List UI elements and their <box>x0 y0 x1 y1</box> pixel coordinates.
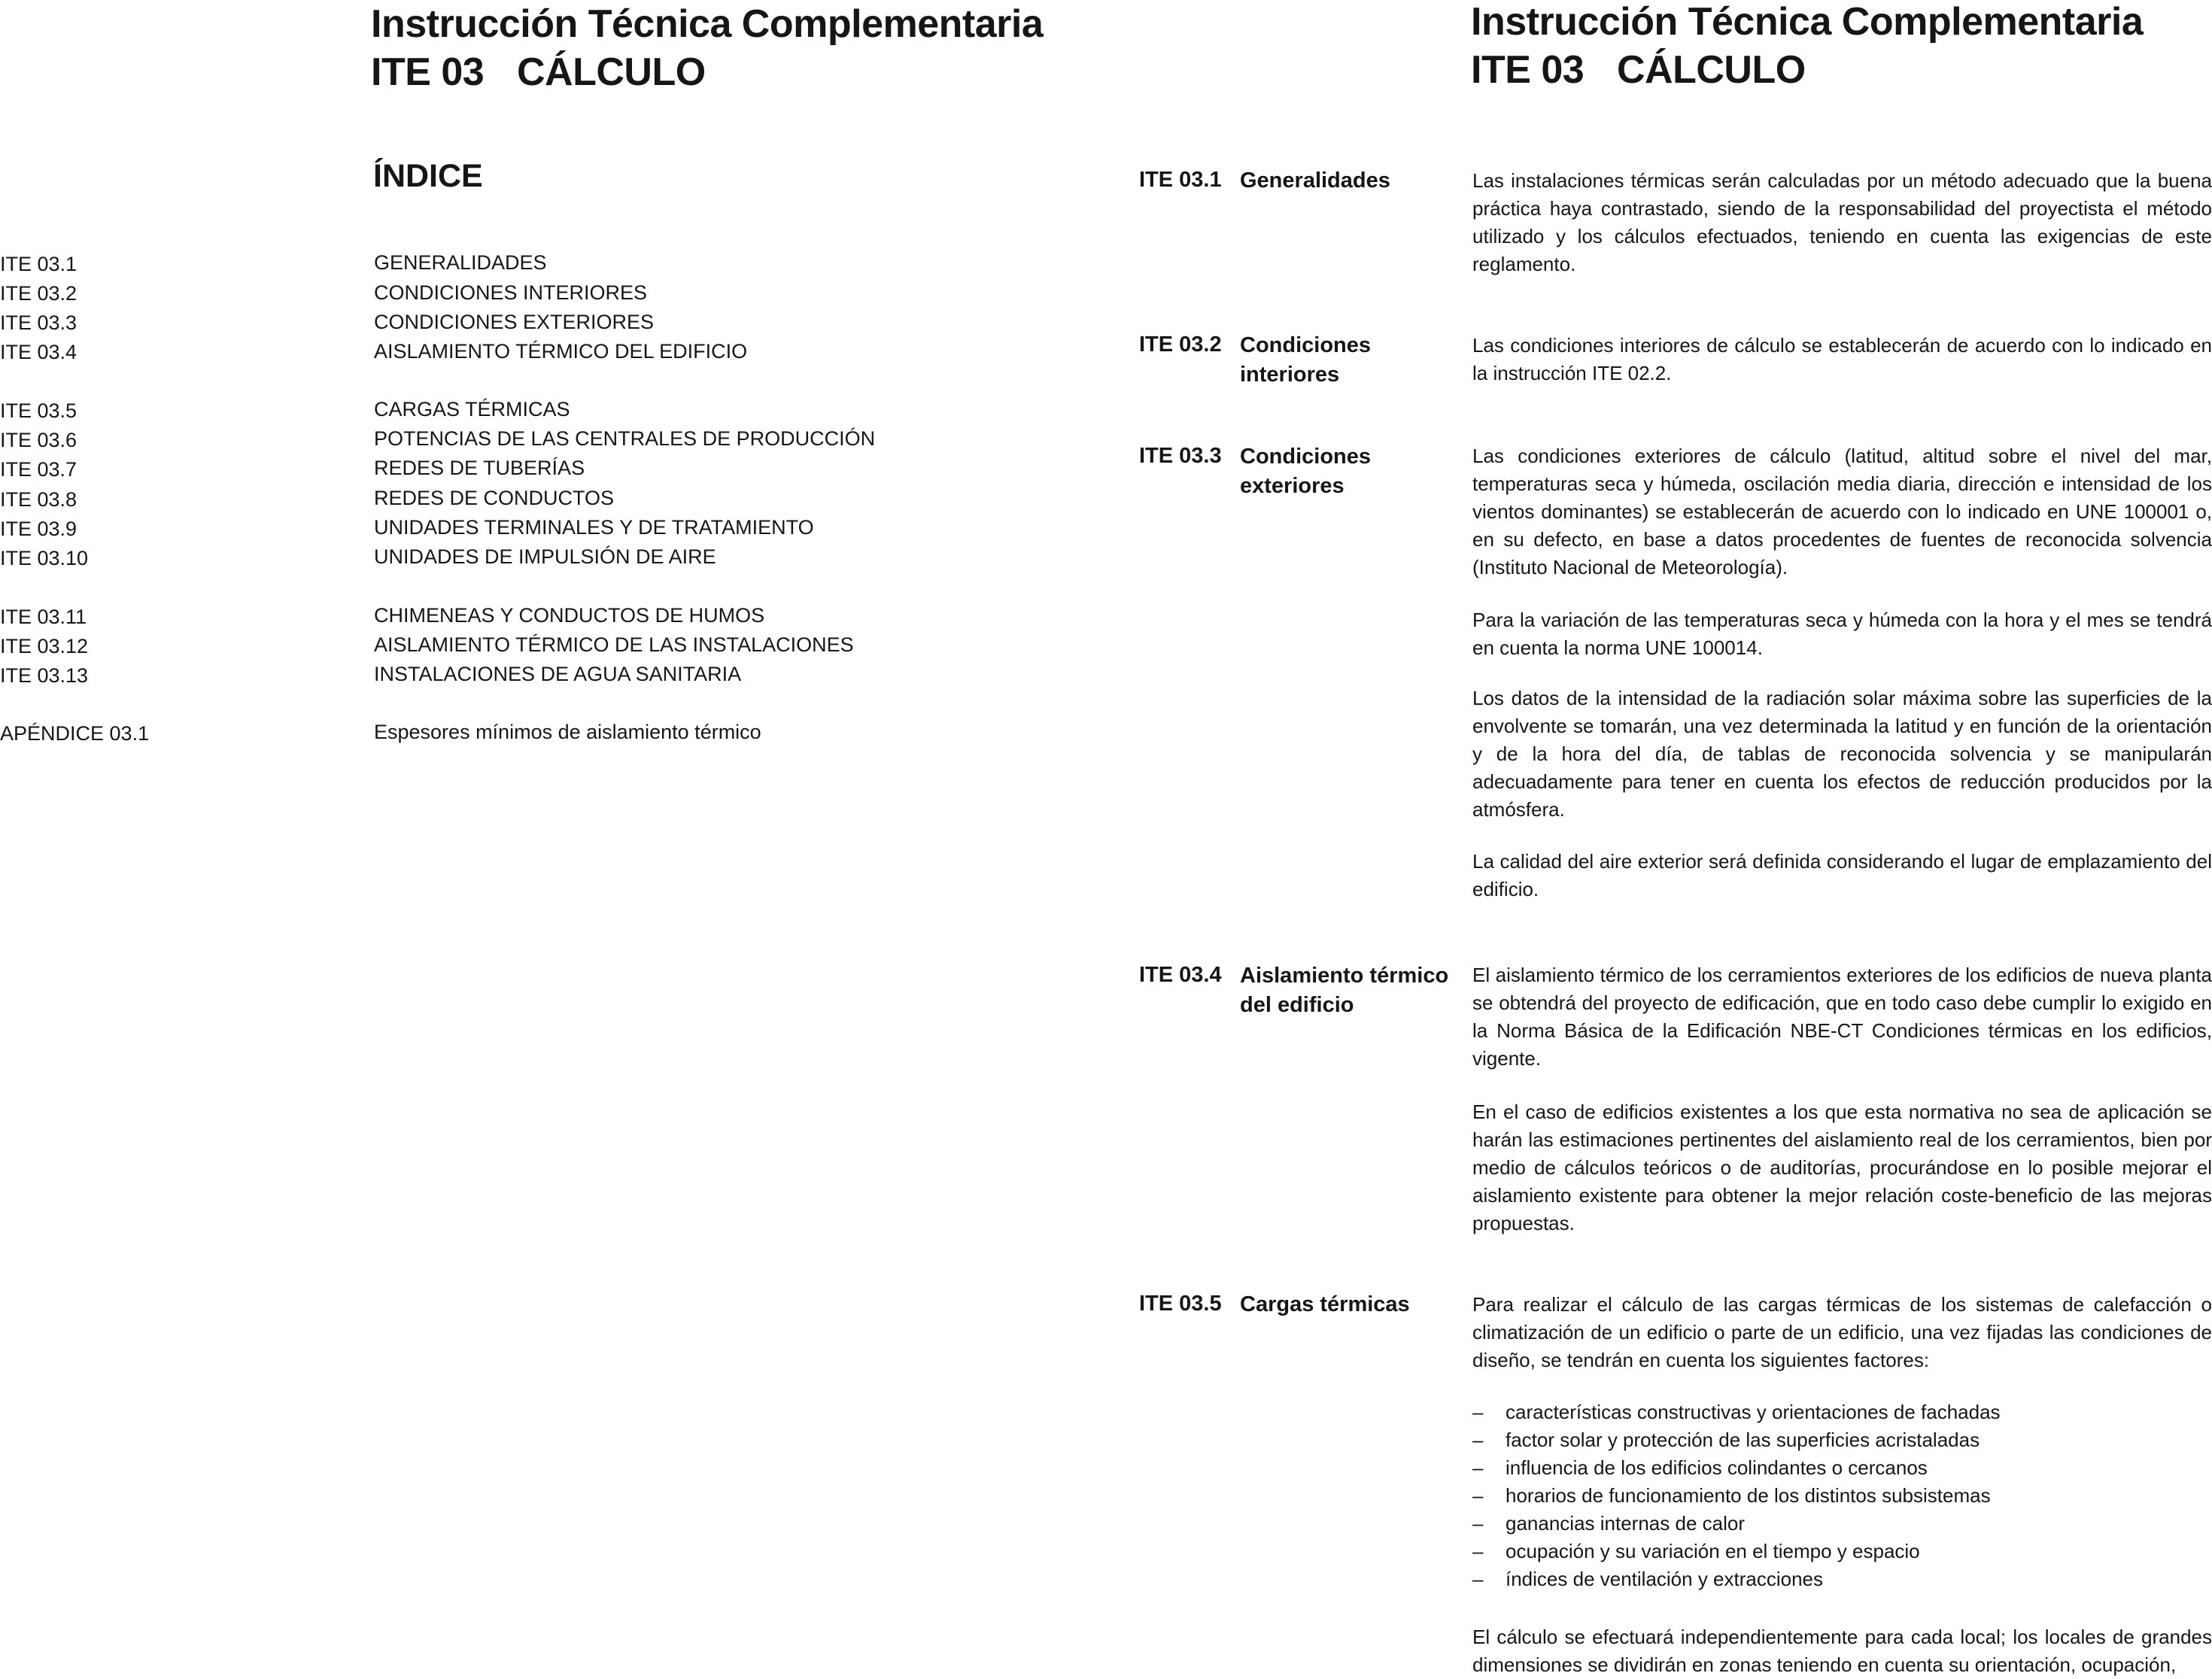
section-paragraph: Las condiciones exteriores de cálculo (latitud, altitud sobre el nivel del mar, temperaturas seca y húmeda, oscilación media diaria, dirección e intensidad de los vientos dominantes) se establecerán de acuerdo con lo indicado en UNE 100001 o, en su defecto, en base a datos procedentes de fuentes de reconocida solvencia (Instituto Nacional de Meteorología). <box>1472 445 2212 578</box>
index-title: GENERALIDADES <box>374 251 547 274</box>
list-item: – índices de ventilación y extracciones <box>1472 1565 2212 1593</box>
section-code: ITE 03.3 <box>1139 444 1222 468</box>
index-code: ITE 03.6 <box>0 429 77 451</box>
section-paragraph: La calidad del aire exterior será definida considerando el lugar de emplazamiento del edificio. <box>1472 850 2212 900</box>
index-code: ITE 03.12 <box>0 635 89 657</box>
index-code: ITE 03.10 <box>0 547 89 569</box>
index-code: ITE 03.8 <box>0 488 77 511</box>
left-page-header <box>371 0 1043 96</box>
index-code: ITE 03.7 <box>0 458 77 481</box>
list-item: – ganancias internas de calor <box>1472 1510 2212 1538</box>
section-code: ITE 03.1 <box>1139 168 1222 192</box>
dash-bullet: – <box>1472 1401 1484 1423</box>
index-title: INSTALACIONES DE AGUA SANITARIA <box>374 663 742 685</box>
index-title: POTENCIAS DE LAS CENTRALES DE PRODUCCIÓN <box>374 427 876 450</box>
index-title: REDES DE CONDUCTOS <box>374 487 615 509</box>
index-title: AISLAMIENTO TÉRMICO DE LAS INSTALACIONES <box>374 633 854 656</box>
left-header-line2 <box>371 48 1043 96</box>
list-item: – horarios de funcionamiento de los distintos subsistemas <box>1472 1482 2212 1510</box>
section-paragraph: Las instalaciones térmicas serán calculadas por un método adecuado que la buena práctica haya contrastado, siendo de la responsabilidad del proyectista el método utilizado y los cálculos efectuados, teniendo en cuenta las exigencias de este reglamento. <box>1472 169 2212 275</box>
right-header-line1: Instrucción Técnica Complementaria <box>1471 0 2144 44</box>
section-paragraph: Los datos de la intensidad de la radiación solar máxima sobre las superficies de la envolvente se tomarán, una vez determinada la latitud y en función de la orientación y de la hora del día, de tablas de reconocida solvencia y se manipularán adecuadamente para tener en cuenta los efectos de reducción producidos por la atmósfera. <box>1472 687 2212 821</box>
appendix-title: Espesores mínimos de aislamiento térmico <box>374 721 761 743</box>
list-item: – ocupación y su variación en el tiempo y espacio <box>1472 1538 2212 1565</box>
section-title: Condiciones interiores <box>1240 333 1372 387</box>
dash-bullet: – <box>1472 1429 1484 1451</box>
section-paragraph: En el caso de edificios existentes a los que esta normativa no sea de aplicación se harán las estimaciones pertinentes del aislamiento real de los cerramientos, bien por medio de cálculos teóricos o de auditorías, procurándose en lo posible mejorar el aislamiento existente para obtener la mejor relación coste-beneficio de las mejoras propuestas. <box>1472 1101 2212 1234</box>
right-header-line2 <box>1471 46 2143 94</box>
index-code: ITE 03.9 <box>0 518 77 540</box>
section-code: ITE 03.4 <box>1139 963 1222 987</box>
dash-bullet: – <box>1472 1512 1484 1535</box>
index-code: ITE 03.5 <box>0 399 77 422</box>
list-item: – factor solar y protección de las superficies acristaladas <box>1472 1426 2212 1454</box>
index-code: ITE 03.2 <box>0 282 77 305</box>
dash-bullet: – <box>1472 1540 1484 1562</box>
right-header-code: ITE 03 <box>1471 48 1585 92</box>
section-paragraph: El aislamiento térmico de los cerramientos exteriores de los edificios de nueva planta se obtendrá del proyecto de edificación, que en todo caso debe cumplir lo exigido en la Norma Básica de la Edificación NBE-CT Condiciones térmicas en los edificios, vigente. <box>1472 964 2212 1070</box>
dash-bullet: – <box>1472 1484 1484 1507</box>
index-code: ITE 03.13 <box>0 664 89 687</box>
index-title: AISLAMIENTO TÉRMICO DEL EDIFICIO <box>374 340 748 363</box>
index-code: ITE 03.4 <box>0 341 77 363</box>
index-title: CHIMENEAS Y CONDUCTOS DE HUMOS <box>374 604 765 627</box>
appendix-code: APÉNDICE 03.1 <box>0 722 150 745</box>
section-paragraph: Las condiciones interiores de cálculo se establecerán de acuerdo con lo indicado en la instrucción ITE 02.2. <box>1472 334 2212 384</box>
index-code: ITE 03.3 <box>0 311 77 334</box>
index-code: ITE 03.11 <box>0 606 87 628</box>
index-code: ITE 03.1 <box>0 253 77 275</box>
dash-bullet: – <box>1472 1456 1484 1479</box>
section-title: Condiciones exteriores <box>1240 445 1372 498</box>
list-item: – influencia de los edificios colindantes o cercanos <box>1472 1454 2212 1482</box>
section-code: ITE 03.5 <box>1139 1292 1222 1316</box>
section-title: Aislamiento térmico del edificio <box>1240 964 1449 1017</box>
index-title: UNIDADES TERMINALES Y DE TRATAMIENTO <box>374 516 814 539</box>
index-title: CONDICIONES INTERIORES <box>374 281 648 304</box>
section-code: ITE 03.2 <box>1139 332 1222 357</box>
index-title: REDES DE TUBERÍAS <box>374 457 585 479</box>
index-heading: ÍNDICE <box>373 158 483 194</box>
right-header-title: CÁLCULO <box>1617 48 1806 92</box>
section-paragraph: Para realizar el cálculo de las cargas térmicas de los sistemas de calefacción o climatización de un edificio o parte de un edificio, una vez fijadas las condiciones de diseño, se tendrán en cuenta los siguientes factores: <box>1472 1293 2212 1371</box>
index-title: CARGAS TÉRMICAS <box>374 398 570 421</box>
left-header-code: ITE 03 <box>371 50 485 94</box>
section-title: Generalidades <box>1240 169 1390 193</box>
section-paragraph: El cálculo se efectuará independientemente para cada local; los locales de grandes dimensiones se dividirán en zonas teniendo en cuenta su orientación, ocupación, <box>1472 1626 2212 1676</box>
list-item: – características constructivas y orientaciones de fachadas <box>1472 1398 2212 1426</box>
right-page-header <box>1471 0 2143 94</box>
dash-bullet: – <box>1472 1568 1484 1590</box>
left-header-title: CÁLCULO <box>517 50 706 94</box>
index-title: UNIDADES DE IMPULSIÓN DE AIRE <box>374 545 716 568</box>
section-title: Cargas térmicas <box>1240 1292 1410 1316</box>
index-title: CONDICIONES EXTERIORES <box>374 311 655 333</box>
factors-list <box>1472 1398 2212 1593</box>
section-paragraph: Para la variación de las temperaturas seca y húmeda con la hora y el mes se tendrá en cuenta la norma UNE 100014. <box>1472 609 2212 659</box>
left-header-line1: Instrucción Técnica Complementaria <box>371 2 1044 46</box>
